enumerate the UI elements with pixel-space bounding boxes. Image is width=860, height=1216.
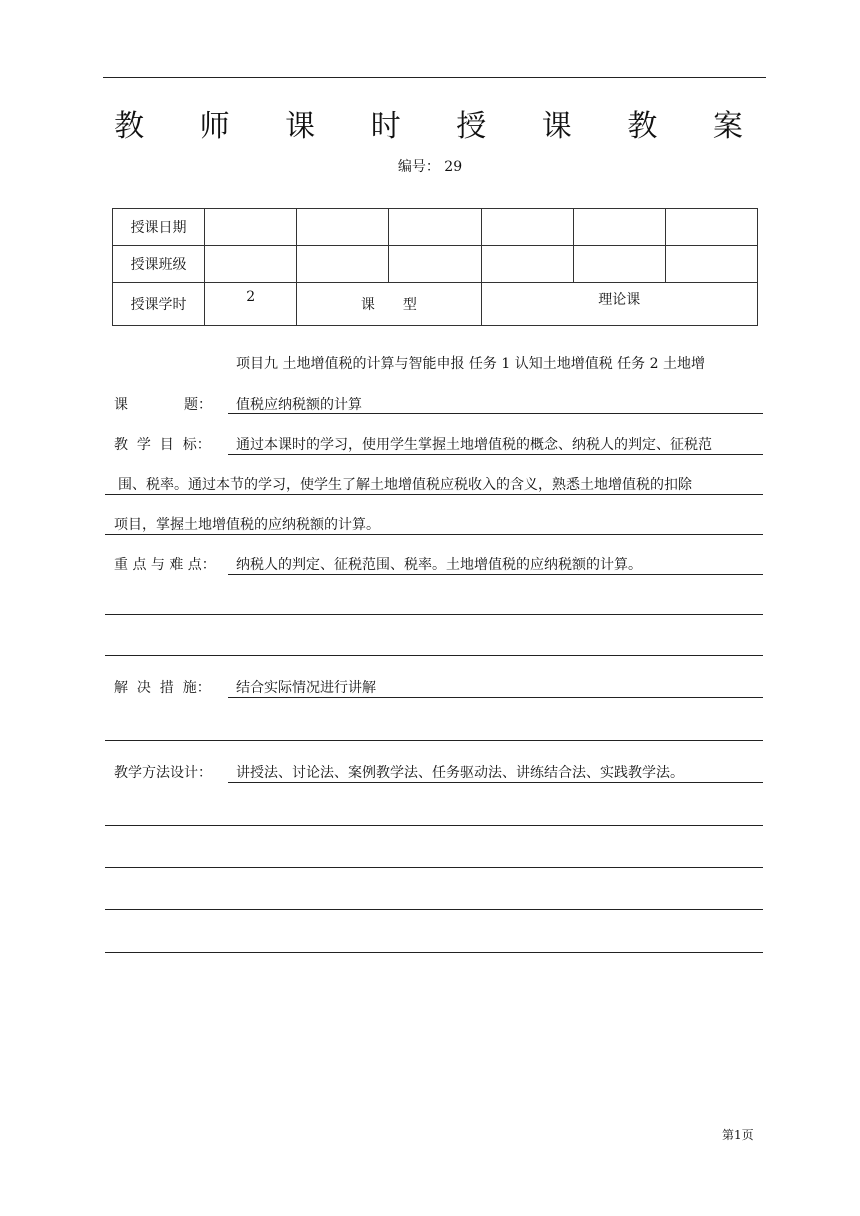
table-cell [297, 246, 389, 283]
goal-label: 教 学 目 标： [114, 437, 211, 453]
method-rule-4 [105, 909, 763, 910]
key-points-label: 重 点 与 难 点： [114, 557, 216, 573]
solution-rule-1 [228, 697, 763, 698]
course-info-table [112, 208, 758, 326]
topic-label: 课 题： [114, 397, 212, 413]
key-points-text: 纳税人的判定、征税范围、税率。土地增值税的应纳税额的计算。 [236, 557, 642, 573]
method-text: 讲授法、讨论法、案例教学法、任务驱动法、讲练结合法、实践教学法。 [236, 765, 684, 781]
topic-line-1: 项目九 土地增值税的计算与智能申报 任务 1 认知土地增值税 任务 2 土地增 [236, 356, 705, 372]
goal-rule-1 [228, 454, 763, 455]
table-cell [665, 246, 757, 283]
document-number: 编号： 29 [397, 159, 463, 175]
table-cell [297, 209, 389, 246]
table-row [113, 246, 758, 283]
hours-label: 授课学时 [113, 283, 205, 326]
goal-rule-2 [105, 494, 763, 495]
topic-line-2: 值税应纳税额的计算 [236, 397, 362, 413]
solution-text: 结合实际情况进行讲解 [236, 680, 376, 696]
table-cell [481, 246, 573, 283]
method-rule-1 [228, 782, 763, 783]
key-rule-1 [228, 574, 763, 575]
goal-line-1: 通过本课时的学习，使用学生掌握土地增值税的概念、纳税人的判定、征税范 [236, 437, 712, 453]
table-cell [665, 209, 757, 246]
method-label: 教学方法设计： [114, 765, 212, 781]
table-cell [205, 209, 297, 246]
type-label: 课 型 [297, 283, 481, 326]
page-title: 教 师 课 时 授 课 教 案 [114, 109, 766, 144]
hours-value: 2 [205, 283, 297, 326]
solution-rule-2 [105, 740, 763, 741]
class-label: 授课班级 [113, 246, 205, 283]
solution-label: 解 决 措 施： [114, 680, 211, 696]
topic-rule [228, 413, 763, 414]
table-cell [389, 209, 481, 246]
table-row [113, 283, 758, 326]
key-rule-3 [105, 655, 763, 656]
goal-rule-3 [105, 534, 763, 535]
key-rule-2 [105, 614, 763, 615]
goal-line-2: 围、税率。通过本节的学习，使学生了解土地增值税应税收入的含义，熟悉土地增值税的扣除 [118, 477, 692, 493]
table-cell [481, 209, 573, 246]
table-cell [389, 246, 481, 283]
type-value: 理论课 [481, 283, 757, 326]
table-row [113, 209, 758, 246]
date-label: 授课日期 [113, 209, 205, 246]
method-rule-5 [105, 952, 763, 953]
table-cell [573, 209, 665, 246]
method-rule-2 [105, 825, 763, 826]
page-number: 第1页 [722, 1128, 754, 1142]
table-cell [573, 246, 665, 283]
top-rule [103, 77, 766, 78]
goal-line-3: 项目，掌握土地增值税的应纳税额的计算。 [114, 517, 380, 533]
method-rule-3 [105, 867, 763, 868]
table-cell [205, 246, 297, 283]
